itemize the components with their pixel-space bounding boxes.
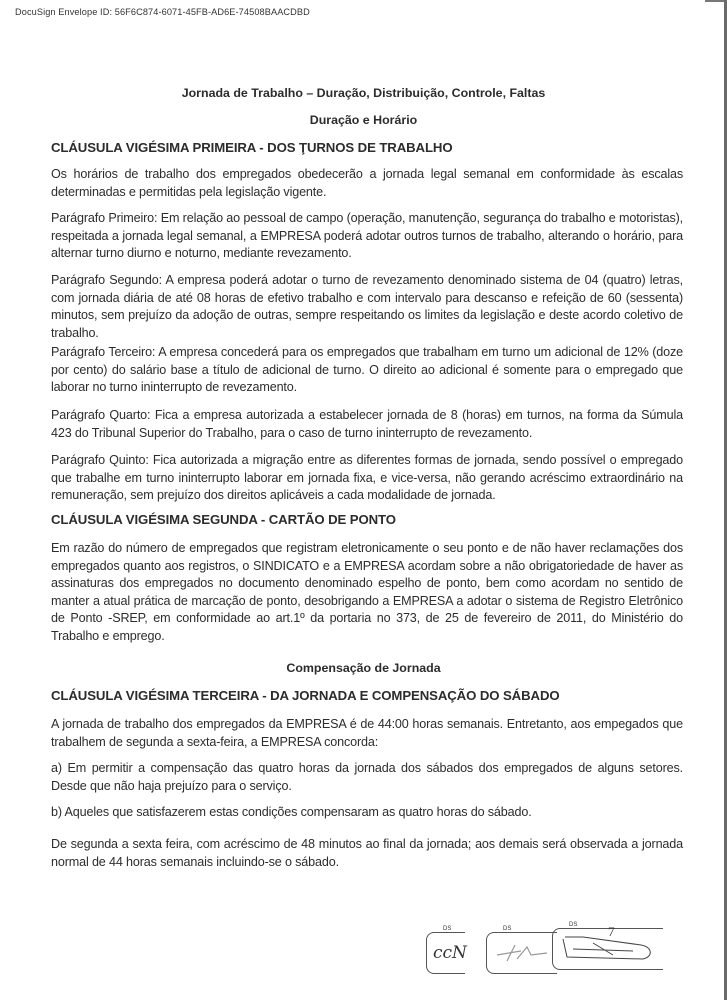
clause-21-paragraph-4: Parágrafo Quarto: Fica a empresa autorizada a estabelecer jornada de 8 (horas) em turnos, na forma da Súmula 423 do Tribunal Superior do Trabalho, para o caso de turno ininterrupto de revezamento. [51, 408, 683, 440]
clause-23-intro: A jornada de trabalho dos empregados da EMPRESA é de 44:00 horas semanais. Entretanto, aos empegados que trabalhem de segunda a sexta-feira, a EMPRESA concorda: [51, 717, 683, 749]
clause-21-paragraph-1: Parágrafo Primeiro: Em relação ao pessoal de campo (operação, manutenção, segurança do trabalho e motoristas), respeitada a jornada legal semanal, a EMPRESA poderá adotar outros turnos de trabalho, alterando o horário, para alternar turno diurno e noturno, mediante revezamento. [51, 211, 683, 261]
clause-23-item-b: b) Aqueles que satisfazerem estas condições compensaram as quatro horas do sábado. [51, 805, 532, 819]
section-compensacao: Compensação de Jornada [286, 661, 441, 675]
ds-label: DS [443, 926, 452, 932]
clause-21-paragraph-5: Parágrafo Quinto: Fica autorizada a migração entre as diferentes formas de jornada, sendo possível o empregado que trabalhe em turno ininterrupto laborar em jornada fixa, e vice-versa, não gerando acréscimo extraordinário na remuneração, sem prejuízo dos direitos aplicáveis a cada modalidade de jornada. [51, 453, 683, 503]
clause-21-intro: Os horários de trabalho dos empregados obedecerão a jornada legal semanal em conformidade às escalas determinadas e permitidas pela legislação vigente. [51, 167, 683, 199]
clause-23-title: CLÁUSULA VIGÉSIMA TERCEIRA - DA JORNADA E COMPENSAÇÃO DO SÁBADO [51, 688, 560, 703]
envelope-id: DocuSign Envelope ID: 56F6C874-6071-45FB-AD6E-74508BAACDBD [15, 7, 310, 17]
signature-box-1 [426, 926, 467, 974]
page-number: 7 [608, 924, 615, 939]
clause-21-paragraph-2: Parágrafo Segundo: A empresa poderá adotar o turno de revezamento denominado sistema de 04 (quatro) letras, com jornada diária de até 08 horas de efetivo trabalho e com intervalo para descanso e refeição de 60 (sessenta) minutos, sem prejuízo da adoção de outras, sempre respeitando os limites da legislação e deste acordo coletivo de trabalho. [51, 273, 683, 340]
clause-21-paragraph-3: Parágrafo Terceiro: A empresa concederá para os empregados que trabalham em turno um adicional de 12% (doze por cento) do salário base a título de adicional de turno. O direito ao adicional é somente para o empregado que laborar no turno ininterrupto de revezamento. [51, 345, 683, 395]
heading-main: Jornada de Trabalho – Duração, Distribuição, Controle, Faltas [181, 86, 546, 100]
signature-box-2 [486, 926, 557, 974]
heading-sub: Duração e Horário [309, 113, 418, 127]
clause-23-closing: De segunda a sexta feira, com acréscimo de 48 minutos ao final da jornada; aos demais será observada a jornada normal de 44 horas semanais incluindo-se o sábado. [51, 837, 683, 869]
clause-21-title: CLÁUSULA VIGÉSIMA PRIMEIRA - DOS ŢURNOS DE TRABALHO [51, 140, 453, 155]
clause-22-title: CLÁUSULA VIGÉSIMA SEGUNDA - CARTÃO DE PONTO [51, 512, 396, 527]
signature-area [420, 920, 670, 980]
ds-label: DS [569, 922, 578, 928]
clause-22-body: Em razão do número de empregados que registram eletronicamente o seu ponto e de não haver reclamações dos empregados quanto aos registros, o SINDICATO e a EMPRESA acordam sobre a não obrigatoriedade de haver as assinaturas dos empregados no documento denominado espelho de ponto, bem como acordam no sentido de manter a atual prática de marcação de ponto, desobrigando a EMPRESA a adotar o sistema de Registro Eletrônico de Ponto -SREP, em conformidade ao art.1º da portaria no 373, de 25 de fevereiro de 2011, do Ministério do Trabalho e emprego. [51, 541, 683, 643]
ds-label: DS [503, 926, 512, 932]
signature-scribble-2 [487, 933, 557, 973]
initials-signature-1: ccN [433, 943, 467, 963]
clause-23-item-a: a) Em permitir a compensação das quatro horas da jornada dos sábados dos empregados de alguns setores. Desde que não haja prejuízo para o serviço. [51, 761, 683, 793]
